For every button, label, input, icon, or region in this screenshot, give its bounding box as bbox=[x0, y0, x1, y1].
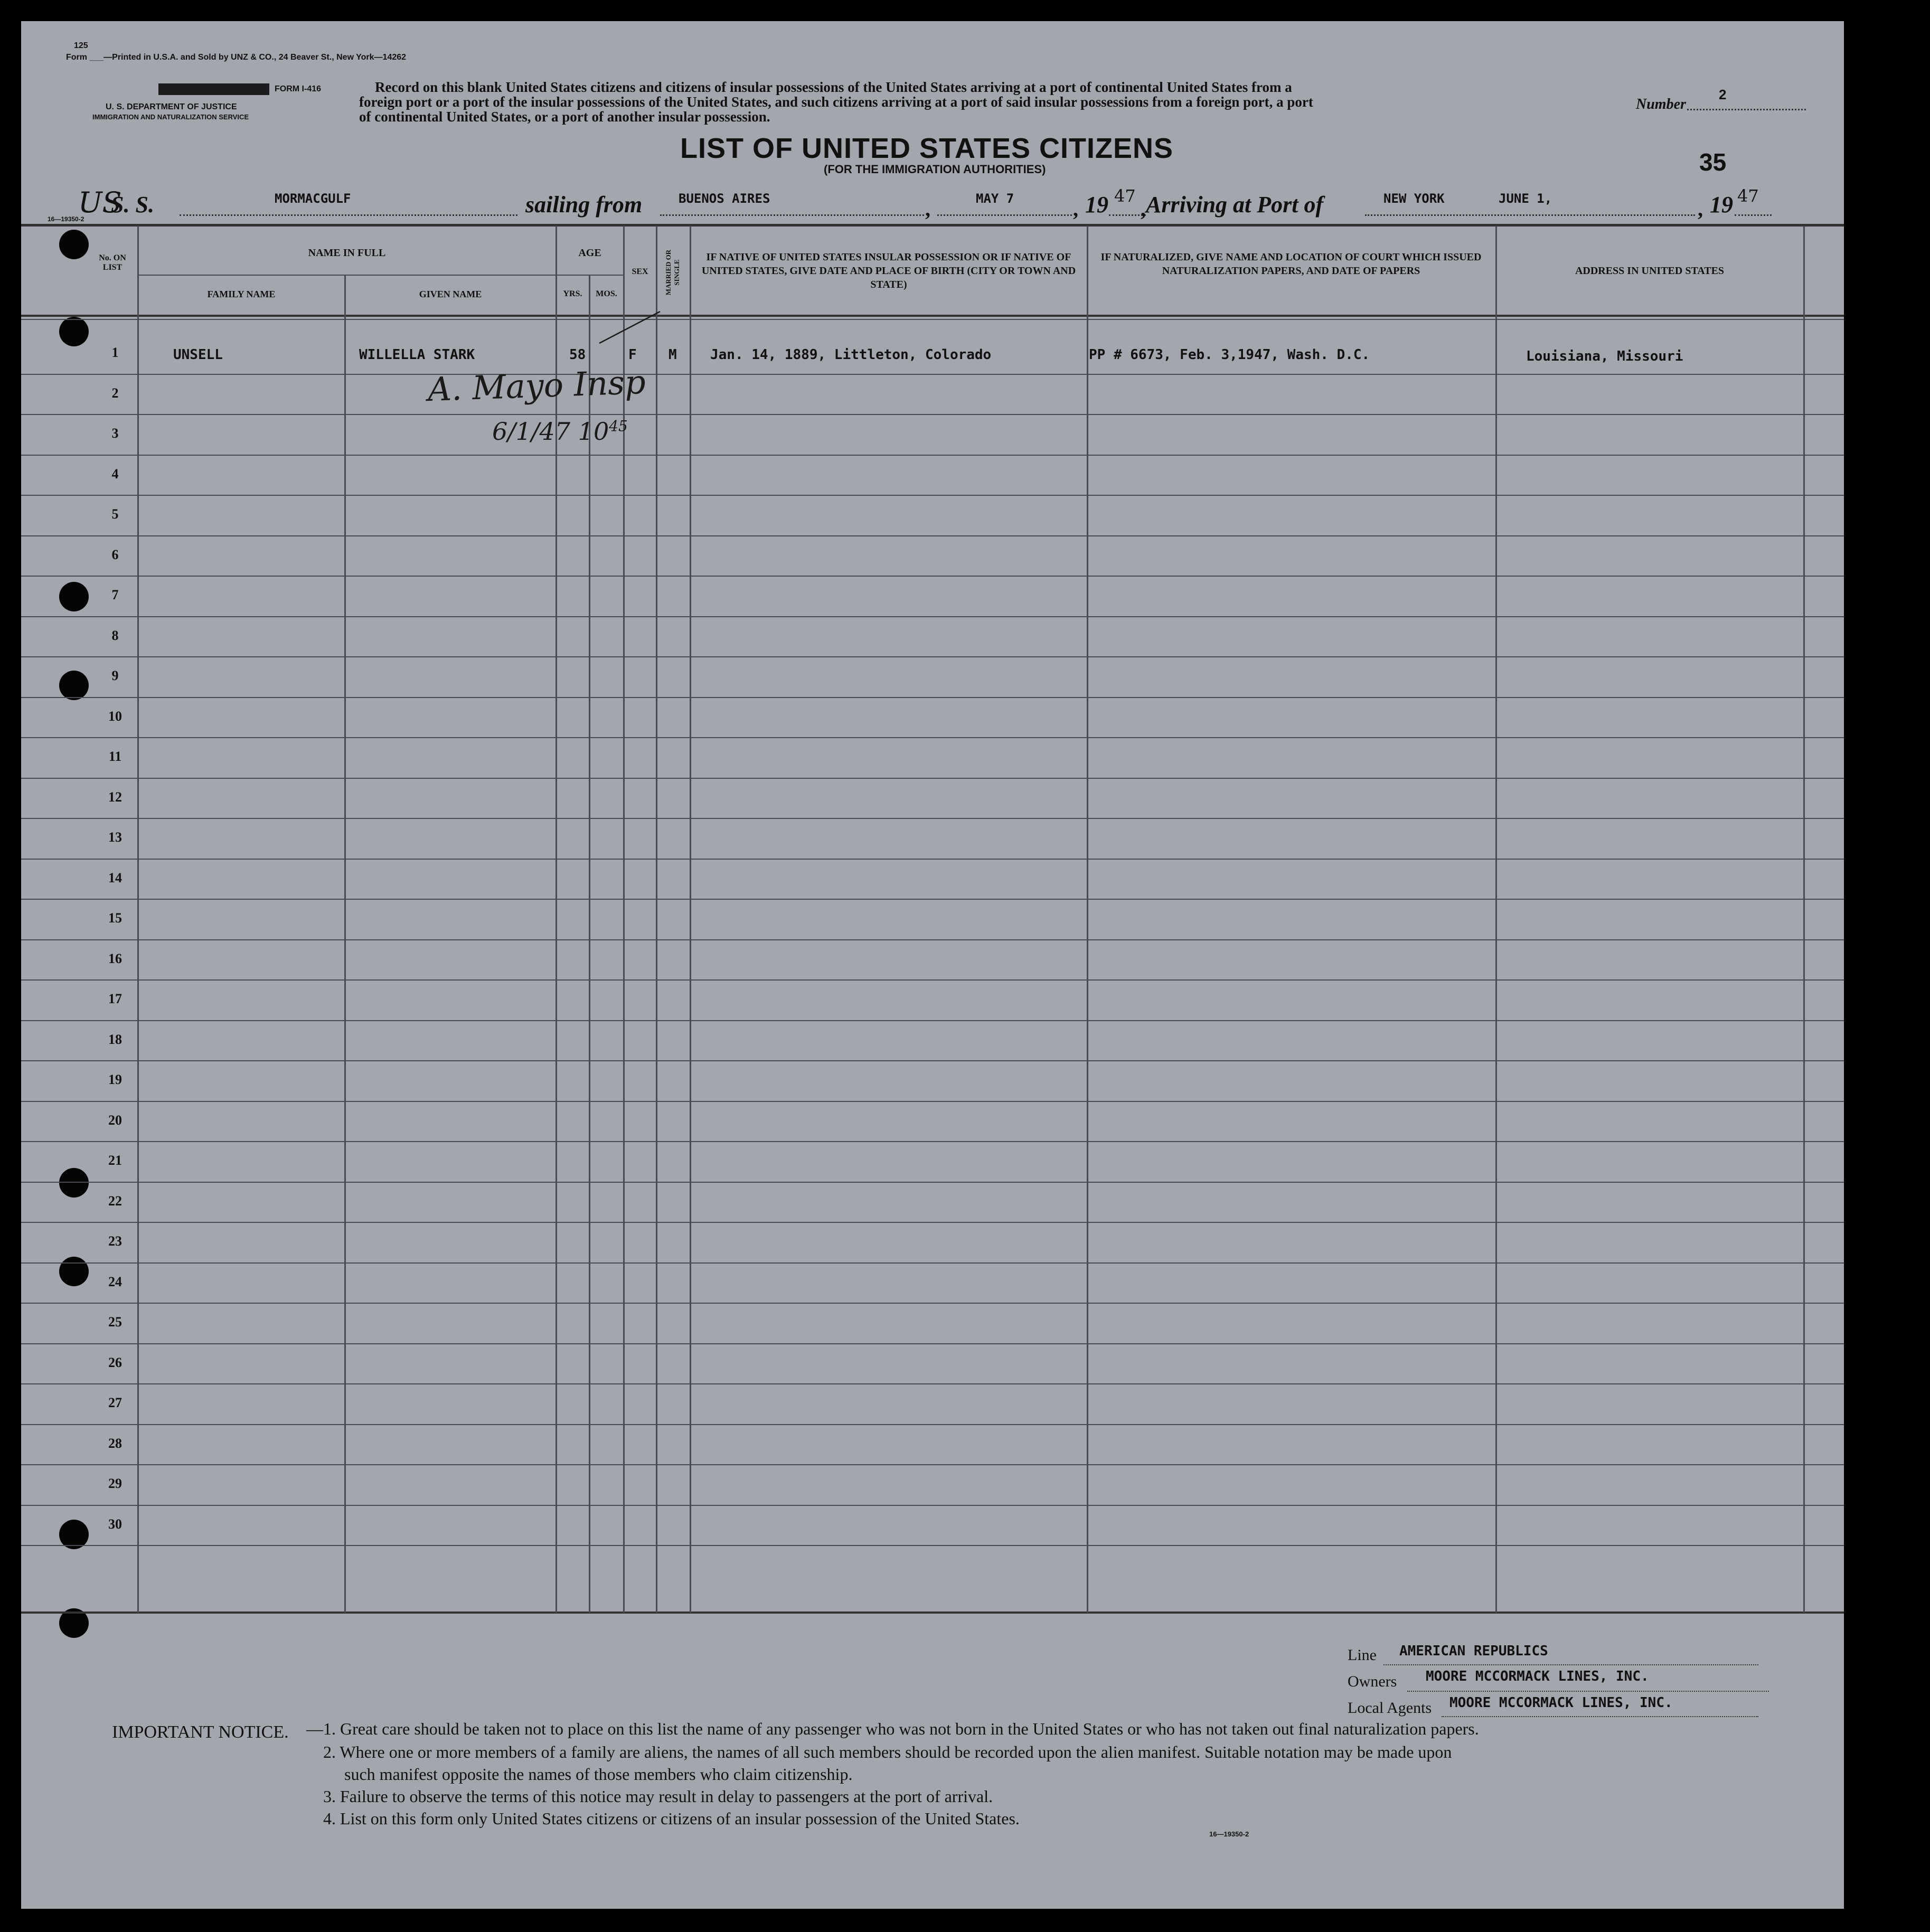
entry-age-yrs: 58 bbox=[569, 347, 586, 363]
row-number: 9 bbox=[111, 668, 119, 683]
entry-address: Louisiana, Missouri bbox=[1526, 348, 1683, 364]
sailing-from-line bbox=[660, 214, 924, 216]
row-number: 24 bbox=[108, 1274, 122, 1289]
col-divider bbox=[1087, 226, 1088, 1613]
arrival-date: JUNE 1, bbox=[1499, 191, 1552, 206]
ship-name: MORMACGULF bbox=[275, 191, 351, 206]
header-address: ADDRESS IN UNITED STATES bbox=[1575, 265, 1725, 277]
row-rule bbox=[21, 1505, 1844, 1506]
notice-line-5: 4. List on this form only United States citizens or citizens of an insular possession of the United States. bbox=[323, 1809, 1020, 1828]
row-rule bbox=[21, 818, 1844, 819]
row-number: 7 bbox=[111, 587, 119, 602]
row-number: 18 bbox=[108, 1031, 122, 1047]
row-number: 11 bbox=[108, 749, 122, 764]
footer-code: 16—19350-2 bbox=[1209, 1830, 1249, 1838]
side-code: 16—19350-2 bbox=[48, 215, 84, 223]
arriving-label: Arriving at Port of bbox=[1146, 192, 1324, 218]
notice-line-2: 2. Where one or more members of a family are aliens, the names of all such members should be recorded upon the alien manifest. Suitable notation may be made upon bbox=[323, 1742, 1452, 1761]
notice-heading: IMPORTANT NOTICE. bbox=[112, 1722, 289, 1742]
arrival-port: NEW YORK bbox=[1383, 191, 1445, 206]
row-number: 15 bbox=[108, 910, 122, 926]
owners-value-underline bbox=[1407, 1691, 1769, 1692]
row-rule bbox=[21, 455, 1844, 456]
row-rule bbox=[21, 414, 1844, 415]
col-divider bbox=[589, 275, 590, 1613]
row-rule bbox=[21, 495, 1844, 496]
row-rule bbox=[21, 1101, 1844, 1102]
sail-year-prefix: 19 bbox=[1085, 192, 1108, 218]
comma: , bbox=[1073, 197, 1078, 221]
header-birth-info: IF NATIVE OF UNITED STATES INSULAR POSSESSION OR IF NATIVE OF UNITED STATES, GIVE DATE AND PLACE OF BIRTH (CITY OR TOWN AND STATE) bbox=[701, 251, 1076, 290]
sailing-from: BUENOS AIRES bbox=[679, 191, 770, 206]
row-rule bbox=[21, 1020, 1844, 1021]
col-divider bbox=[1803, 226, 1805, 1613]
arrival-port-line bbox=[1365, 214, 1695, 216]
row-number: 6 bbox=[111, 546, 119, 562]
name-subheader-line bbox=[138, 275, 556, 276]
notice-line-1: —1. Great care should be taken not to place on this list the name of any passenger who was not born in the United States or who has not taken out final naturalization papers. bbox=[306, 1719, 1479, 1738]
row-rule bbox=[21, 616, 1844, 617]
number-line bbox=[1687, 109, 1806, 110]
row-rule bbox=[21, 1060, 1844, 1061]
page-code: 125 bbox=[74, 41, 88, 50]
agents-value: MOORE MCCORMACK LINES, INC. bbox=[1449, 1695, 1673, 1711]
line-label: Line bbox=[1348, 1646, 1377, 1664]
row-rule bbox=[21, 1464, 1844, 1465]
row-rule bbox=[21, 778, 1844, 779]
punch-hole bbox=[59, 1168, 89, 1198]
col-divider bbox=[690, 226, 691, 1613]
row-number: 12 bbox=[108, 789, 122, 805]
comma: , bbox=[925, 197, 930, 221]
sail-date: MAY 7 bbox=[976, 191, 1014, 206]
owners-label: Owners bbox=[1348, 1673, 1397, 1690]
row-number: 1 bbox=[111, 345, 119, 360]
inspector-check-stroke bbox=[597, 306, 665, 348]
row-rule bbox=[21, 1262, 1844, 1264]
manifest-sheet bbox=[21, 21, 1844, 1909]
instruction-line-2: foreign port or a port of the insular possessions of the United States, and such citizens arriving at a port of said insular possessions from a foreign port, a port bbox=[359, 94, 1313, 110]
row-rule bbox=[21, 1424, 1844, 1425]
entry-family-name: UNSELL bbox=[173, 347, 223, 363]
row-rule bbox=[21, 859, 1844, 860]
row-number: 25 bbox=[108, 1314, 122, 1330]
arrival-year-prefix: 19 bbox=[1710, 192, 1733, 218]
punch-hole bbox=[59, 1257, 89, 1286]
row-rule bbox=[21, 1303, 1844, 1304]
row-number: 14 bbox=[108, 870, 122, 885]
row-number: 27 bbox=[108, 1395, 122, 1410]
header-naturalization: IF NATURALIZED, GIVE NAME AND LOCATION OF COURT WHICH ISSUED NATURALIZATION PAPERS, AND DATE OF PAPERS bbox=[1100, 251, 1482, 277]
table-top-border bbox=[21, 224, 1844, 227]
header-family-name: FAMILY NAME bbox=[207, 289, 276, 299]
row-rule bbox=[21, 1545, 1844, 1546]
row-rule bbox=[21, 939, 1844, 940]
row-number: 10 bbox=[108, 708, 122, 724]
inspector-signature: A. Mayo Insp bbox=[427, 362, 646, 409]
inspector-time-superscript: 45 bbox=[609, 417, 628, 435]
row-number: 23 bbox=[108, 1233, 122, 1249]
row-rule bbox=[21, 899, 1844, 900]
row-rule bbox=[21, 1141, 1844, 1142]
row-rule bbox=[21, 1383, 1844, 1384]
form-number: FORM I-416 bbox=[275, 84, 322, 93]
header-married-single: MARRIED OR SINGLE bbox=[664, 249, 681, 296]
row-rule bbox=[21, 1343, 1844, 1344]
row-number: 3 bbox=[111, 426, 119, 441]
row-number: 29 bbox=[108, 1476, 122, 1491]
row-rule bbox=[21, 1222, 1844, 1223]
agents-value-underline bbox=[1442, 1716, 1758, 1717]
ship-name-line bbox=[180, 214, 517, 216]
agents-label: Local Agents bbox=[1348, 1699, 1432, 1717]
row-rule bbox=[21, 737, 1844, 738]
row-rule bbox=[21, 979, 1844, 981]
row-number: 16 bbox=[108, 950, 122, 966]
punch-hole bbox=[59, 671, 89, 700]
header-yrs: YRS. bbox=[563, 289, 582, 298]
row-rule bbox=[21, 656, 1844, 657]
service-line: IMMIGRATION AND NATURALIZATION SERVICE bbox=[92, 113, 249, 121]
entry-married: M bbox=[669, 347, 677, 363]
instruction-line-3: of continental United States, or a port of another insular possession. bbox=[359, 109, 770, 125]
col-divider bbox=[344, 275, 346, 1613]
inspector-date bbox=[492, 417, 628, 446]
handwritten-us: US bbox=[78, 186, 122, 219]
line-value: AMERICAN REPUBLICS bbox=[1399, 1643, 1548, 1659]
row-number: 2 bbox=[111, 385, 119, 401]
sailing-label: sailing from bbox=[525, 192, 643, 218]
ship-label: S. S. bbox=[111, 192, 154, 218]
row-number: 19 bbox=[108, 1072, 122, 1087]
row-number: 30 bbox=[108, 1516, 122, 1532]
comma: , bbox=[1141, 197, 1146, 221]
header-age: AGE bbox=[578, 247, 601, 259]
row-rule bbox=[21, 697, 1844, 698]
table-header-bottom-2 bbox=[21, 319, 1844, 320]
row-rule bbox=[21, 576, 1844, 577]
row-number: 28 bbox=[108, 1435, 122, 1451]
notice-line-3: such manifest opposite the names of those members who claim citizenship. bbox=[344, 1765, 853, 1784]
arrival-year-line bbox=[1735, 214, 1772, 216]
row-number: 26 bbox=[108, 1354, 122, 1370]
punch-hole bbox=[59, 317, 89, 346]
inspector-date-text: 6/1/47 10 bbox=[492, 417, 609, 446]
entry-birth: Jan. 14, 1889, Littleton, Colorado bbox=[710, 347, 992, 363]
row-rule bbox=[21, 374, 1844, 375]
owners-value: MOORE MCCORMACK LINES, INC. bbox=[1426, 1669, 1649, 1684]
row-number: 13 bbox=[108, 830, 122, 845]
row-number: 20 bbox=[108, 1112, 122, 1128]
sheet-number: 35 bbox=[1699, 148, 1727, 176]
number-label: Number bbox=[1636, 96, 1686, 112]
header-no-on-list: No. ON LIST bbox=[99, 253, 126, 272]
row-number: 22 bbox=[108, 1193, 122, 1209]
table-bottom-border bbox=[21, 1611, 1844, 1614]
entry-given-name: WILLELLA STARK bbox=[359, 347, 475, 363]
entry-sex: F bbox=[628, 347, 637, 363]
page-title: LIST OF UNITED STATES CITIZENS bbox=[680, 133, 1173, 164]
row-number: 8 bbox=[111, 627, 119, 643]
page-subtitle: (FOR THE IMMIGRATION AUTHORITIES) bbox=[824, 163, 1046, 176]
table-header-bottom bbox=[21, 315, 1844, 317]
notice-line-4: 3. Failure to observe the terms of this notice may result in delay to passengers at the port of arrival. bbox=[323, 1787, 993, 1806]
sail-year: 47 bbox=[1114, 186, 1136, 206]
row-number: 21 bbox=[108, 1153, 122, 1168]
row-rule bbox=[21, 535, 1844, 536]
entry-naturalized: PP # 6673, Feb. 3,1947, Wash. D.C. bbox=[1089, 347, 1370, 363]
department-line: U. S. DEPARTMENT OF JUSTICE bbox=[106, 102, 237, 111]
header-name-in-full: NAME IN FULL bbox=[308, 247, 386, 259]
number-value: 2 bbox=[1719, 87, 1727, 102]
instruction-line-1: Record on this blank United States citizens and citizens of insular possessions of the United States arriving at a port of continental United States from a bbox=[375, 79, 1292, 95]
punch-hole bbox=[59, 582, 89, 611]
header-sex: SEX bbox=[632, 267, 648, 276]
sail-date-line bbox=[937, 214, 1072, 216]
col-divider bbox=[656, 226, 657, 1613]
header-given-name: GIVEN NAME bbox=[419, 289, 482, 299]
punch-hole bbox=[59, 230, 89, 259]
printer-line: Form ___—Printed in U.S.A. and Sold by UNZ & CO., 24 Beaver St., New York—14262 bbox=[66, 53, 407, 62]
header-mos: MOS. bbox=[596, 289, 617, 298]
row-number: 5 bbox=[111, 506, 119, 522]
comma: , bbox=[1698, 197, 1703, 221]
row-number: 4 bbox=[111, 466, 119, 482]
row-rule bbox=[21, 1182, 1844, 1183]
arrival-year: 47 bbox=[1737, 186, 1759, 206]
line-value-underline bbox=[1383, 1664, 1758, 1665]
col-divider bbox=[1495, 226, 1497, 1613]
row-number: 17 bbox=[108, 991, 122, 1006]
redaction-mark bbox=[158, 83, 269, 95]
